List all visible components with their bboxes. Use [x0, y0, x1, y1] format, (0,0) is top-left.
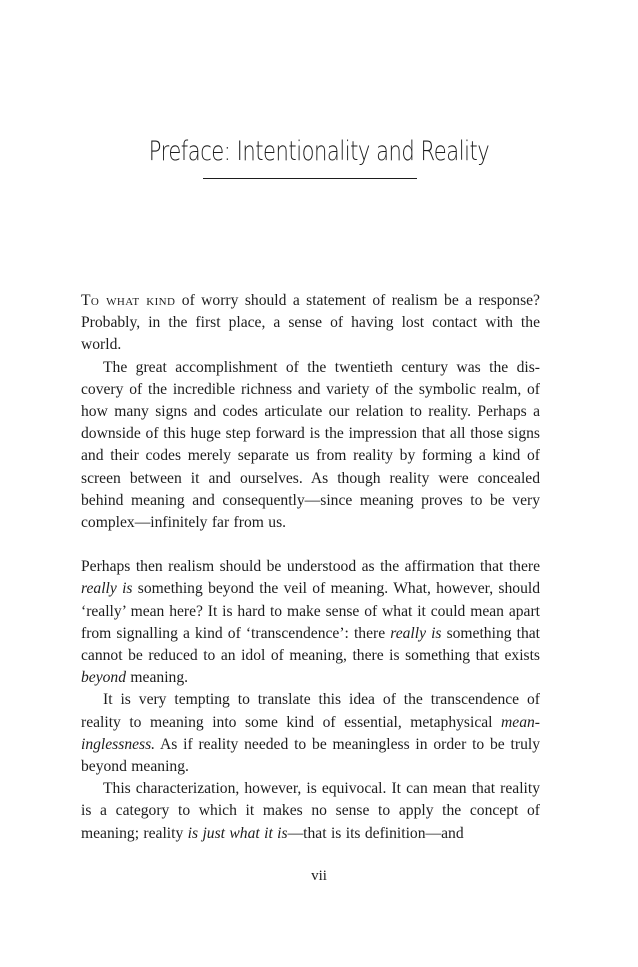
text-run: It is very tempting to translate this idea of the transcendence of reality to meaning into some kind of essential, metaphysical — [81, 691, 540, 731]
text-run: something that cannot be reduced to an idol of meaning, there is something that exists — [81, 624, 540, 665]
page-number: vii — [311, 868, 327, 884]
text-run: Perhaps then realism should be understood as the affirmation that there — [81, 558, 540, 576]
text-run: something beyond the veil of meaning. What, however, should ‘really’ mean here? It is hard to make sense of what it could mean apart from signalling a kind of ‘transcendence’: there — [81, 580, 541, 642]
small-caps-opening: To what kind — [81, 292, 176, 309]
text-run: The great accomplishment of the twentieth century was the discovery of the incredible richness and variety of the symbolic realm, of how many signs and codes articulate our relation to reality. Perhaps a downside of this huge step forward is the impression that all those signs and their codes merely separate us from reality by forming a kind of screen between it and ourselves. As though reality were concealed behind meaning and consequently—since meaning proves to be very complex—infinitely far from us. — [81, 358, 540, 532]
text-run: This characterization, however, is equivocal. It can mean that reality is a category to which it makes no sense to apply the concept of meaning; reality — [81, 780, 540, 842]
italic-phrase: is just what it is — [187, 824, 288, 842]
body-text — [81, 290, 540, 845]
paragraph-1 — [81, 290, 540, 357]
italic-phrase: beyond — [81, 669, 127, 687]
paragraph-2 — [81, 357, 540, 535]
italic-phrase: really is — [390, 624, 442, 642]
italic-phrase: really is — [81, 580, 133, 598]
chapter-title: Preface: Intentionality and Reality — [148, 136, 490, 167]
text-run: of worry should a statement of realism be a response? Probably, in the first place, a sense of having lost contact with the world. — [81, 292, 540, 354]
title-rule — [203, 178, 417, 179]
text-run: As if reality needed to be meaningless in order to be truly beyond meaning. — [81, 735, 540, 776]
text-run: meaning. — [126, 669, 189, 687]
paragraph-3 — [81, 556, 540, 689]
paragraph-4 — [81, 689, 540, 778]
paragraph-5 — [81, 778, 540, 845]
italic-phrase: meaninglessness. — [81, 713, 540, 753]
text-run: —that is its definition—and — [287, 824, 464, 842]
